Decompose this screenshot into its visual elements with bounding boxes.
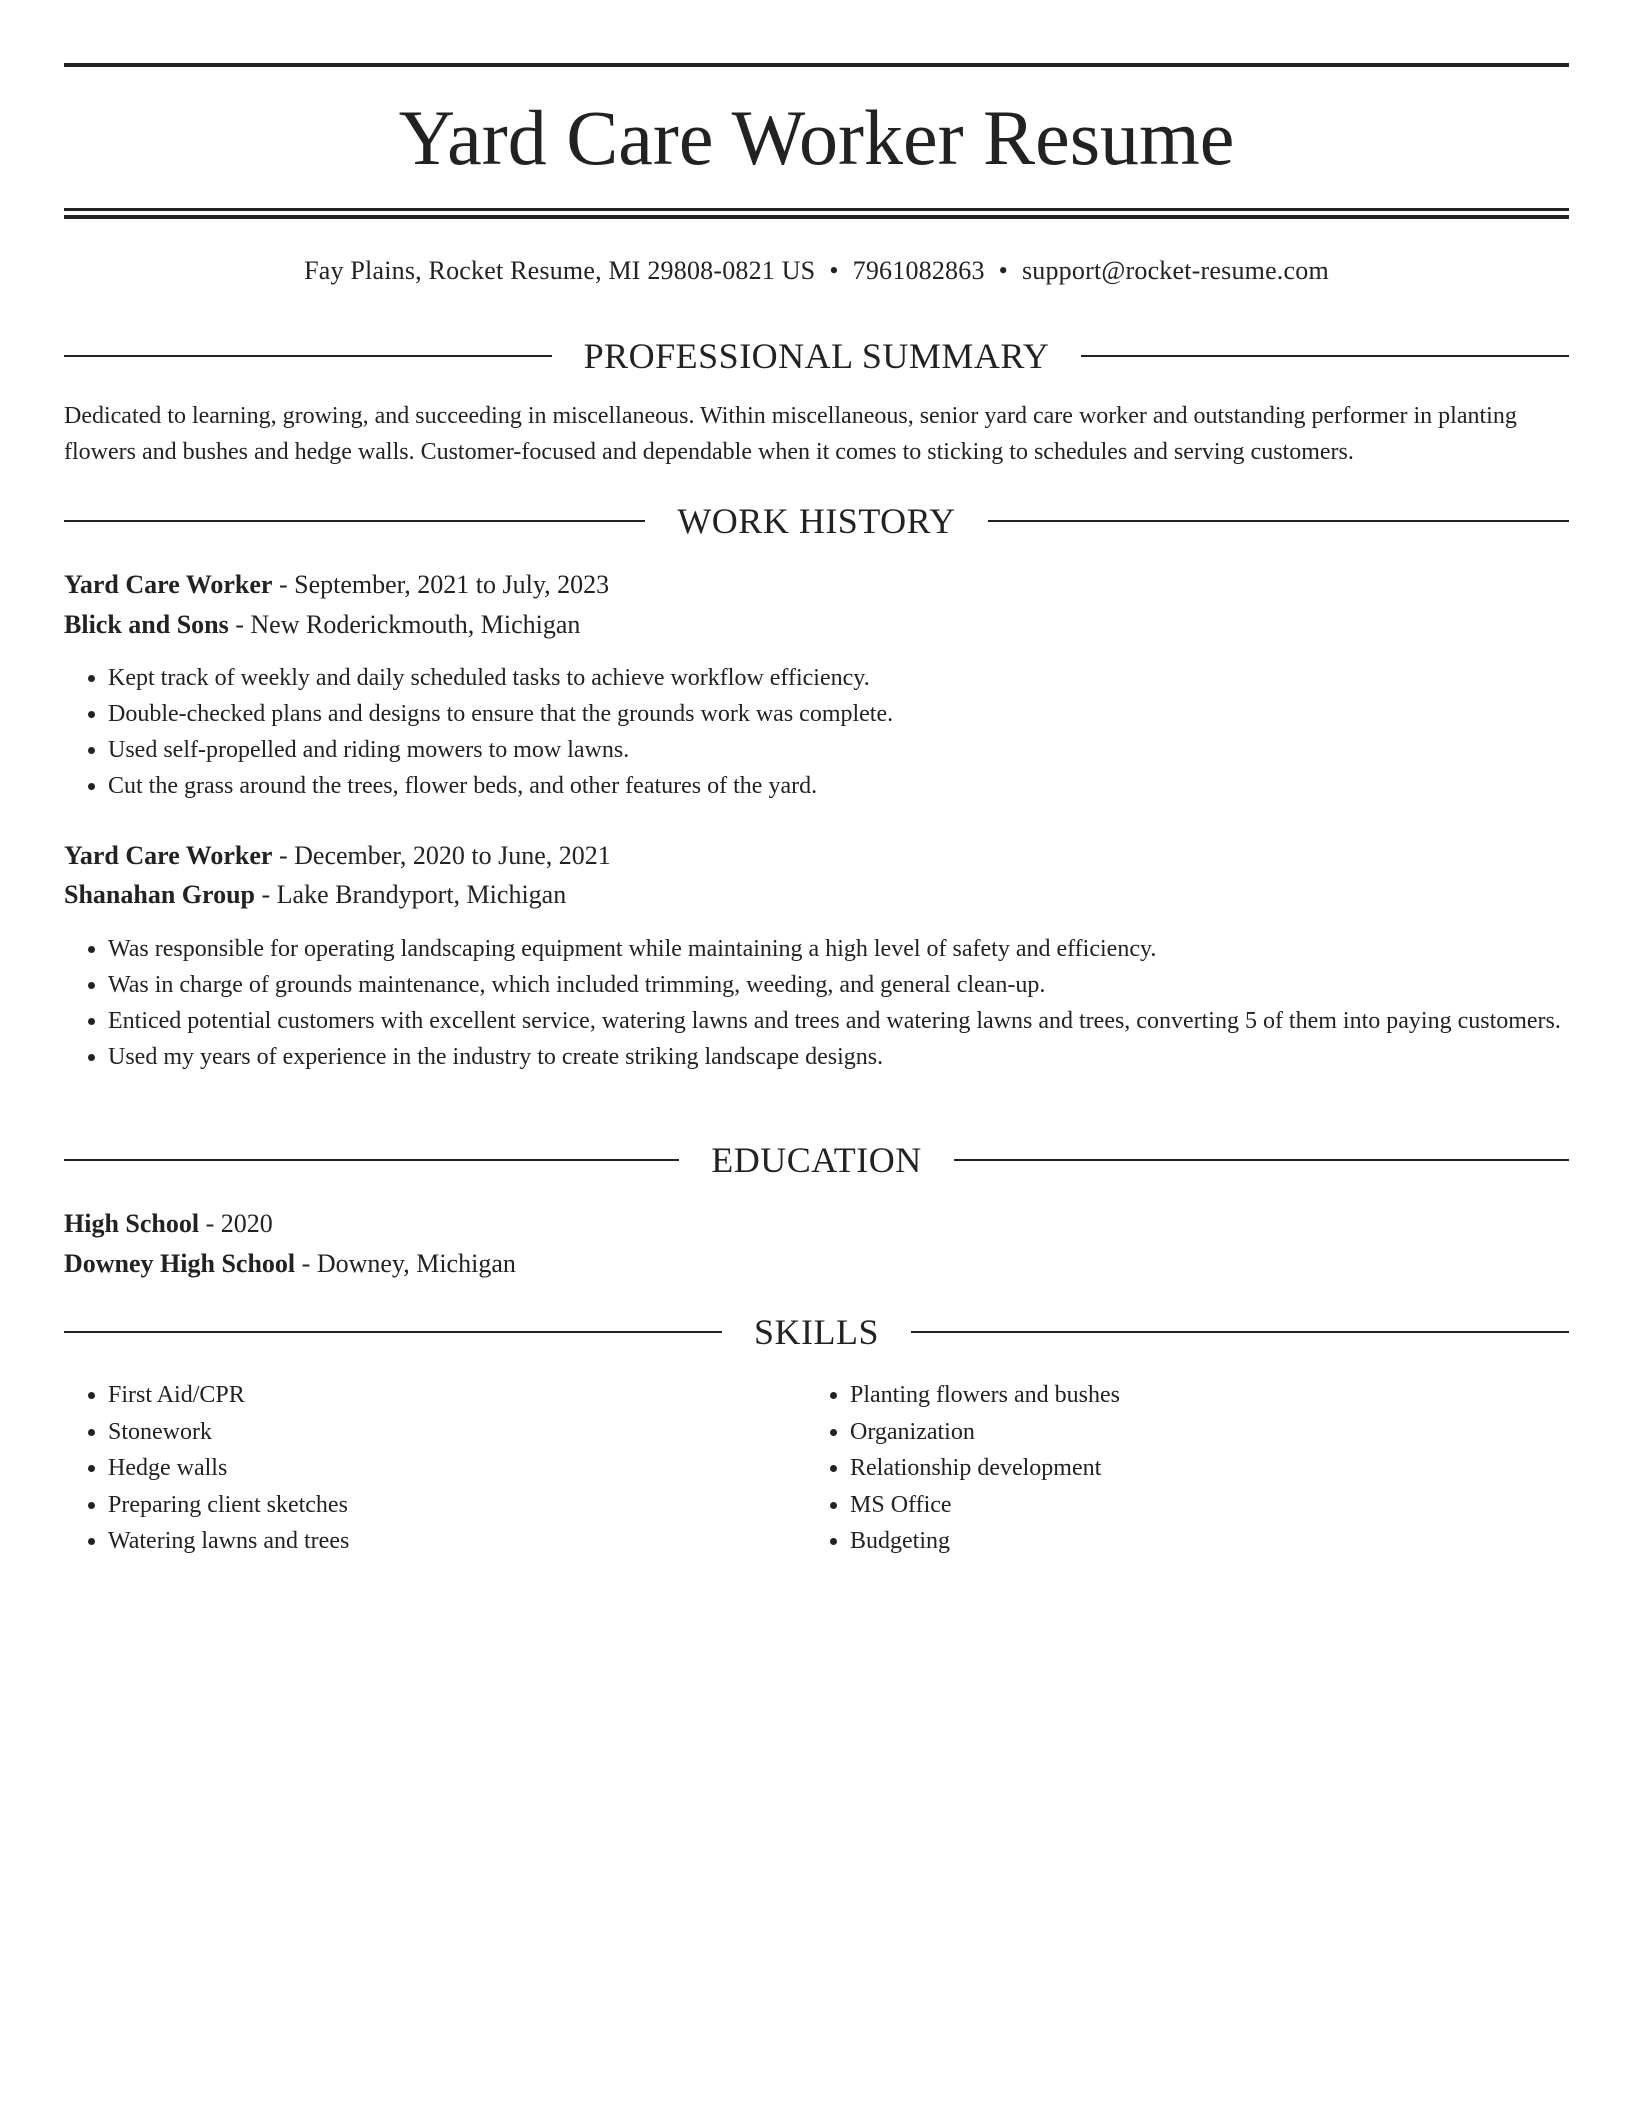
job-title-line [64,838,1569,874]
contact-separator: • [829,256,839,285]
skill-item: • MS Office [850,1487,1546,1524]
skills-section-heading [64,1310,1569,1354]
summary-text: Dedicated to learning, growing, and succeeding in miscellaneous. Within miscellaneous, senior yard care worker and outstanding performer in planting flowers and bushes and hedge walls. Customer-focused and dependable when it comes to sticking to schedules and serving customers. [64,403,1517,465]
education-location: - Downey, Michigan [295,1249,516,1278]
work-section-heading [64,499,1569,543]
education-heading-label: EDUCATION [711,1140,922,1180]
job-dates: - September, 2021 to July, 2023 [272,570,610,599]
contact-email: support@rocket-resume.com [1021,256,1329,285]
list-item: • Cut the grass around the trees, flower beds, and other features of the yard. [108,768,1569,804]
job-location: - New Roderickmouth, Michigan [228,610,581,639]
job-location: - Lake Brandyport, Michigan [255,880,567,909]
skill-item: • Budgeting [850,1523,1546,1560]
education-degree: High School [64,1209,200,1238]
job-company: Shanahan Group [64,880,256,909]
list-item: • Was responsible for operating landscaping equipment while maintaining a high level of safety and efficiency. [108,931,1569,967]
summary-section-heading [64,334,1569,378]
list-item: • Was in charge of grounds maintenance, which included trimming, weeding, and general clean-up. [108,967,1569,1003]
heading-rule [64,1159,679,1161]
job-title-line [64,567,1569,603]
resume-title: Yard Care Worker Resume [398,94,1235,181]
list-item: • Double-checked plans and designs to ensure that the grounds work was complete. [108,696,1569,732]
education-year: - 2020 [199,1209,273,1238]
skill-item: • Organization [850,1414,1546,1451]
heading-rule [954,1159,1569,1161]
education-degree-line [64,1206,1569,1242]
skill-item: • First Aid/CPR [108,1377,804,1414]
skill-item: • Relationship development [850,1450,1546,1487]
job-company: Blick and Sons [64,610,229,639]
contact-address: Fay Plains, Rocket Resume, MI 29808-0821 US [304,256,816,285]
heading-rule [64,1331,722,1333]
heading-rule [1081,355,1569,357]
top-rule [64,63,1569,67]
list-item: • Kept track of weekly and daily scheduled tasks to achieve workflow efficiency. [108,660,1569,696]
skills-list-left [64,1377,804,1560]
education-school: Downey High School [64,1249,296,1278]
heading-rule [64,355,552,357]
skill-item: • Watering lawns and trees [108,1523,804,1560]
job-bullets [64,931,1569,1075]
skills-heading-label: SKILLS [754,1312,880,1352]
skill-item: • Planting flowers and bushes [850,1377,1546,1414]
heading-rule [988,520,1569,522]
work-heading-label: WORK HISTORY [677,501,956,541]
skill-item: • Stonework [108,1414,804,1451]
job-title: Yard Care Worker [64,841,273,870]
skills-list-right [806,1377,1546,1560]
job-company-line [64,607,1569,643]
contact-phone: 7961082863 [852,256,985,285]
summary-heading-label: PROFESSIONAL SUMMARY [583,336,1050,376]
heading-rule [64,520,645,522]
contact-line [64,253,1569,289]
contact-separator: • [998,256,1008,285]
heading-rule [911,1331,1569,1333]
list-item: • Used self-propelled and riding mowers to mow lawns. [108,732,1569,768]
job-company-line [64,877,1569,913]
list-item: • Enticed potential customers with excellent service, watering lawns and trees and watering lawns and trees, converting 5 of them into paying customers. [108,1003,1569,1039]
job-title: Yard Care Worker [64,570,273,599]
list-item: • Used my years of experience in the industry to create striking landscape designs. [108,1039,1569,1075]
skill-item: • Preparing client sketches [108,1487,804,1524]
job-dates: - December, 2020 to June, 2021 [272,841,611,870]
education-school-line [64,1246,1569,1282]
title-double-rule [64,208,1569,219]
skill-item: • Hedge walls [108,1450,804,1487]
job-bullets [64,660,1569,804]
education-section-heading [64,1138,1569,1182]
